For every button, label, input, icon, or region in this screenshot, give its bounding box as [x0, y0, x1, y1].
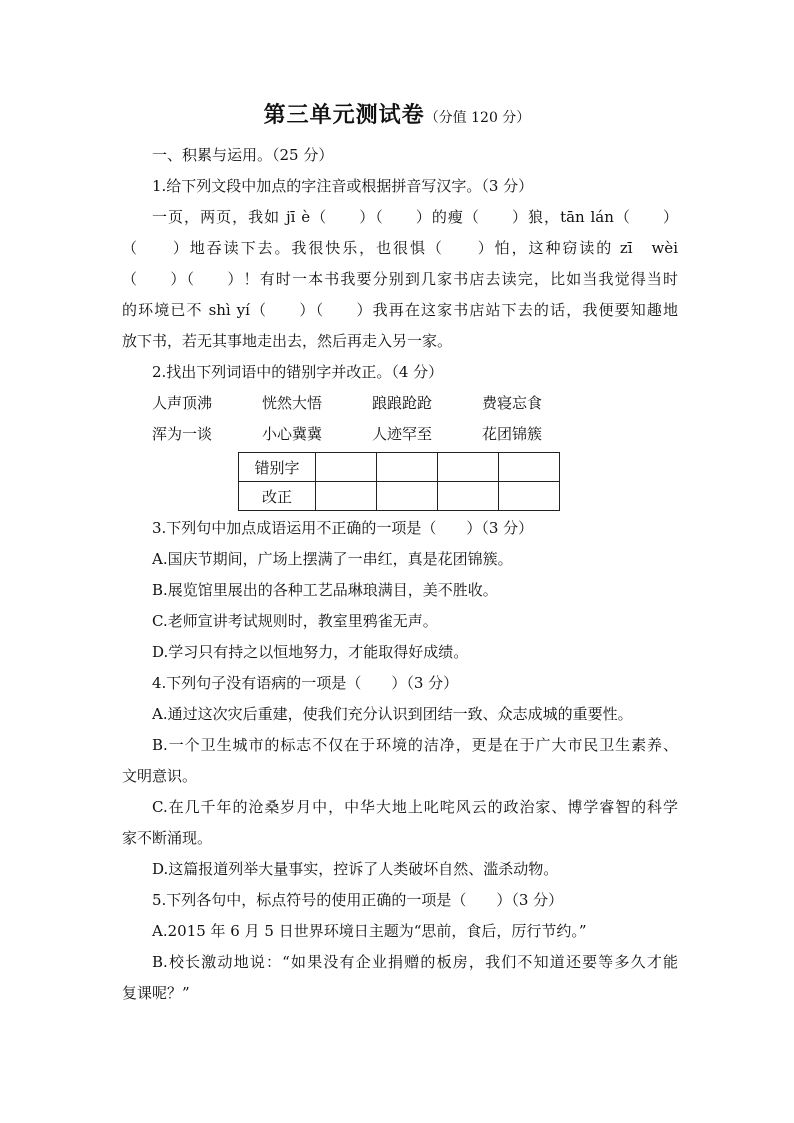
option-d: D.学习只有持之以恒地努力，才能取得好成绩。 — [152, 643, 469, 661]
word-item: 人迹罕至 — [372, 425, 433, 443]
option-b-continued: 文明意识。 — [122, 767, 198, 785]
word-item: 费寝忘食 — [482, 394, 543, 412]
question-1-passage-line: 放下书，若无其事地走出去，然后再走入另一家。 — [122, 332, 453, 350]
option-c-continued: 家不断涌现。 — [122, 829, 213, 847]
question-2-prompt: 2.找出下列词语中的错别字并改正。（4 分） — [152, 363, 444, 381]
question-2-word-row — [122, 388, 678, 419]
option-d: D.这篇报道列举大量事实，控诉了人类破坏自然、滥杀动物。 — [152, 860, 559, 878]
answer-cell[interactable] — [377, 453, 438, 482]
option-c: C.老师宣讲考试规则时，教室里鸦雀无声。 — [152, 612, 438, 630]
table-row — [239, 453, 560, 482]
question-2-word-row — [122, 419, 678, 450]
question-1-passage-line: （ ）（ ）！有时一本书我要分别到几家书店去读完，比如当我觉得当时 — [122, 270, 678, 288]
exam-content — [122, 140, 678, 1009]
question-1-prompt: 1.给下列文段中加点的字注音或根据拼音写汉字。（3 分） — [152, 177, 534, 195]
question-1-passage-line: 的环境已不 shì yí（ ）（ ）我再在这家书店站下去的话，我便要知趣地 — [122, 301, 678, 319]
option-c: C.在几千年的沧桑岁月中，中华大地上叱咤风云的政治家、博学睿智的科学 — [152, 798, 678, 816]
table-row — [239, 482, 560, 511]
section-heading: 一、积累与运用。（25 分） — [152, 146, 334, 164]
answer-cell[interactable] — [316, 453, 377, 482]
word-item: 花团锦簇 — [482, 425, 543, 443]
option-b-continued: 复课呢？” — [122, 984, 190, 1002]
answer-cell[interactable] — [499, 482, 560, 511]
wrong-char-label: 错别字 — [239, 453, 316, 482]
answer-cell[interactable] — [438, 482, 499, 511]
option-a: A.2015 年 6 月 5 日世界环境日主题为“思前，食后，厉行节约。” — [152, 922, 587, 940]
question-1-passage-line: （ ）地吞读下去。我很快乐，也很惧（ ）怕，这种窃读的 zī wèi — [122, 239, 678, 257]
title-block — [0, 98, 794, 129]
option-b: B.一个卫生城市的标志不仅在于环境的洁净，更是在于广大市民卫生素养、 — [152, 736, 678, 754]
word-item: 小心冀冀 — [262, 425, 323, 443]
option-a: A.国庆节期间，广场上摆满了一串红，真是花团锦簇。 — [152, 550, 513, 568]
answer-cell[interactable] — [316, 482, 377, 511]
correction-table — [238, 452, 560, 511]
question-1-passage-line: 一页，两页，我如 jī è（ ）（ ）的瘦（ ）狼，tān lán（ ） — [152, 208, 678, 226]
option-a: A.通过这次灾后重建，使我们充分认识到团结一致、众志成城的重要性。 — [152, 705, 633, 723]
answer-cell[interactable] — [438, 453, 499, 482]
answer-cell[interactable] — [377, 482, 438, 511]
question-5-prompt: 5.下列各句中，标点符号的使用正确的一项是（ ）（3 分） — [152, 891, 564, 909]
score-note: （分值 120 分） — [424, 110, 531, 126]
question-3-prompt: 3.下列句中加点成语运用不正确的一项是（ ）（3 分） — [152, 519, 534, 537]
question-4-prompt: 4.下列句子没有语病的一项是（ ）（3 分） — [152, 674, 459, 692]
word-item: 恍然大悟 — [262, 394, 323, 412]
page-title: 第三单元测试卷 — [263, 102, 425, 128]
option-b: B.展览馆里展出的各种工艺品琳琅满目，美不胜收。 — [152, 581, 498, 599]
option-b: B.校长激动地说：“如果没有企业捐赠的板房，我们不知道还要等多久才能 — [152, 953, 678, 971]
answer-cell[interactable] — [499, 453, 560, 482]
word-item: 浑为一谈 — [152, 425, 213, 443]
word-item: 人声顶沸 — [152, 394, 213, 412]
word-item: 踉踉跄跄 — [372, 394, 433, 412]
correction-label: 改正 — [239, 482, 316, 511]
